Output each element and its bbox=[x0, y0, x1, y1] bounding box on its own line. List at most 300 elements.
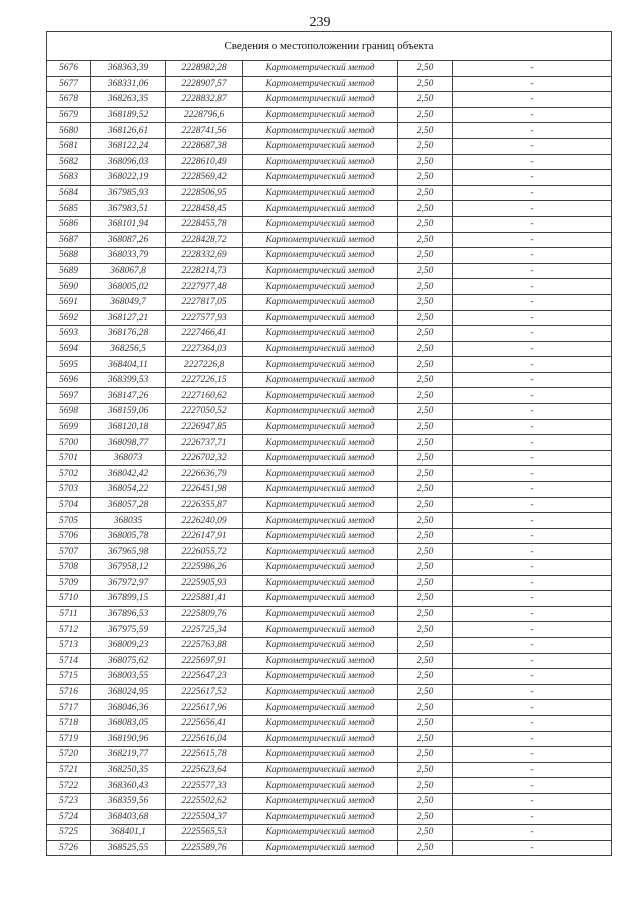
cell-coord-y: 2228687,38 bbox=[166, 138, 243, 154]
cell-accuracy: 2,50 bbox=[398, 466, 453, 482]
cell-description: - bbox=[453, 310, 612, 326]
cell-description: - bbox=[453, 435, 612, 451]
cell-accuracy: 2,50 bbox=[398, 248, 453, 264]
cell-coord-y: 2225809,76 bbox=[166, 606, 243, 622]
cell-coord-y: 2227050,52 bbox=[166, 404, 243, 420]
cell-description: - bbox=[453, 279, 612, 295]
table-row bbox=[47, 357, 612, 373]
cell-accuracy: 2,50 bbox=[398, 715, 453, 731]
cell-method: Картометрический метод bbox=[243, 825, 398, 841]
cell-point-number: 5714 bbox=[47, 653, 91, 669]
cell-description: - bbox=[453, 497, 612, 513]
cell-description: - bbox=[453, 544, 612, 560]
cell-method: Картометрический метод bbox=[243, 107, 398, 123]
cell-point-number: 5719 bbox=[47, 731, 91, 747]
cell-point-number: 5697 bbox=[47, 388, 91, 404]
cell-point-number: 5717 bbox=[47, 700, 91, 716]
table-row bbox=[47, 170, 612, 186]
cell-description: - bbox=[453, 793, 612, 809]
cell-accuracy: 2,50 bbox=[398, 170, 453, 186]
table-row bbox=[47, 513, 612, 529]
cell-accuracy: 2,50 bbox=[398, 793, 453, 809]
cell-description: - bbox=[453, 404, 612, 420]
cell-coord-y: 2226737,71 bbox=[166, 435, 243, 451]
cell-accuracy: 2,50 bbox=[398, 279, 453, 295]
cell-point-number: 5706 bbox=[47, 528, 91, 544]
cell-coord-y: 2227817,05 bbox=[166, 294, 243, 310]
cell-coord-x: 368250,35 bbox=[91, 762, 166, 778]
table-row bbox=[47, 778, 612, 794]
table-row bbox=[47, 528, 612, 544]
cell-method: Картометрический метод bbox=[243, 326, 398, 342]
cell-coord-x: 368401,1 bbox=[91, 825, 166, 841]
table-row bbox=[47, 138, 612, 154]
cell-method: Картометрический метод bbox=[243, 653, 398, 669]
cell-accuracy: 2,50 bbox=[398, 669, 453, 685]
cell-description: - bbox=[453, 107, 612, 123]
table-row bbox=[47, 637, 612, 653]
cell-accuracy: 2,50 bbox=[398, 591, 453, 607]
cell-method: Картометрический метод bbox=[243, 731, 398, 747]
table-title: Сведения о местоположении границ объекта bbox=[47, 32, 612, 61]
table-row bbox=[47, 92, 612, 108]
cell-coord-x: 367975,59 bbox=[91, 622, 166, 638]
cell-coord-x: 368360,43 bbox=[91, 778, 166, 794]
cell-accuracy: 2,50 bbox=[398, 606, 453, 622]
cell-point-number: 5724 bbox=[47, 809, 91, 825]
cell-coord-y: 2227364,03 bbox=[166, 341, 243, 357]
cell-accuracy: 2,50 bbox=[398, 154, 453, 170]
cell-coord-x: 368033,79 bbox=[91, 248, 166, 264]
cell-coord-x: 368083,05 bbox=[91, 715, 166, 731]
cell-method: Картометрический метод bbox=[243, 310, 398, 326]
table-row bbox=[47, 404, 612, 420]
table-row bbox=[47, 185, 612, 201]
cell-accuracy: 2,50 bbox=[398, 201, 453, 217]
cell-method: Картометрический метод bbox=[243, 232, 398, 248]
cell-coord-x: 368024,95 bbox=[91, 684, 166, 700]
cell-coord-y: 2227226,15 bbox=[166, 372, 243, 388]
cell-point-number: 5711 bbox=[47, 606, 91, 622]
cell-coord-x: 368003,55 bbox=[91, 669, 166, 685]
cell-method: Картометрический метод bbox=[243, 185, 398, 201]
cell-method: Картометрический метод bbox=[243, 715, 398, 731]
cell-method: Картометрический метод bbox=[243, 279, 398, 295]
cell-coord-x: 368176,28 bbox=[91, 326, 166, 342]
cell-point-number: 5726 bbox=[47, 840, 91, 856]
cell-method: Картометрический метод bbox=[243, 575, 398, 591]
cell-method: Картометрический метод bbox=[243, 497, 398, 513]
cell-accuracy: 2,50 bbox=[398, 216, 453, 232]
cell-description: - bbox=[453, 138, 612, 154]
cell-point-number: 5686 bbox=[47, 216, 91, 232]
cell-accuracy: 2,50 bbox=[398, 388, 453, 404]
table-row bbox=[47, 123, 612, 139]
cell-coord-y: 2228214,73 bbox=[166, 263, 243, 279]
cell-coord-x: 367965,98 bbox=[91, 544, 166, 560]
cell-description: - bbox=[453, 825, 612, 841]
cell-description: - bbox=[453, 61, 612, 77]
cell-point-number: 5704 bbox=[47, 497, 91, 513]
cell-coord-y: 2226355,87 bbox=[166, 497, 243, 513]
cell-point-number: 5722 bbox=[47, 778, 91, 794]
cell-point-number: 5699 bbox=[47, 419, 91, 435]
table-row bbox=[47, 76, 612, 92]
cell-method: Картометрический метод bbox=[243, 528, 398, 544]
table-row bbox=[47, 700, 612, 716]
cell-coord-y: 2225986,26 bbox=[166, 560, 243, 576]
table-row bbox=[47, 606, 612, 622]
cell-accuracy: 2,50 bbox=[398, 372, 453, 388]
cell-accuracy: 2,50 bbox=[398, 840, 453, 856]
cell-coord-x: 368331,06 bbox=[91, 76, 166, 92]
table-row bbox=[47, 622, 612, 638]
cell-accuracy: 2,50 bbox=[398, 731, 453, 747]
cell-description: - bbox=[453, 341, 612, 357]
cell-point-number: 5688 bbox=[47, 248, 91, 264]
cell-coord-y: 2227466,41 bbox=[166, 326, 243, 342]
cell-point-number: 5718 bbox=[47, 715, 91, 731]
cell-method: Картометрический метод bbox=[243, 388, 398, 404]
cell-point-number: 5682 bbox=[47, 154, 91, 170]
cell-coord-x: 368022,19 bbox=[91, 170, 166, 186]
table-row bbox=[47, 684, 612, 700]
table-row bbox=[47, 450, 612, 466]
cell-accuracy: 2,50 bbox=[398, 263, 453, 279]
cell-coord-x: 368035 bbox=[91, 513, 166, 529]
boundary-table bbox=[46, 31, 612, 856]
cell-description: - bbox=[453, 622, 612, 638]
cell-description: - bbox=[453, 92, 612, 108]
cell-point-number: 5707 bbox=[47, 544, 91, 560]
cell-description: - bbox=[453, 513, 612, 529]
cell-method: Картометрический метод bbox=[243, 840, 398, 856]
cell-coord-x: 368127,21 bbox=[91, 310, 166, 326]
cell-coord-x: 368363,39 bbox=[91, 61, 166, 77]
cell-point-number: 5693 bbox=[47, 326, 91, 342]
cell-point-number: 5690 bbox=[47, 279, 91, 295]
cell-coord-y: 2228506,95 bbox=[166, 185, 243, 201]
table-row bbox=[47, 419, 612, 435]
cell-coord-x: 368399,53 bbox=[91, 372, 166, 388]
cell-accuracy: 2,50 bbox=[398, 357, 453, 373]
cell-accuracy: 2,50 bbox=[398, 653, 453, 669]
cell-accuracy: 2,50 bbox=[398, 747, 453, 763]
cell-coord-y: 2228982,28 bbox=[166, 61, 243, 77]
table-row bbox=[47, 560, 612, 576]
cell-coord-x: 368101,94 bbox=[91, 216, 166, 232]
cell-coord-x: 368057,28 bbox=[91, 497, 166, 513]
cell-coord-x: 367983,51 bbox=[91, 201, 166, 217]
cell-accuracy: 2,50 bbox=[398, 622, 453, 638]
cell-point-number: 5721 bbox=[47, 762, 91, 778]
cell-description: - bbox=[453, 466, 612, 482]
cell-coord-x: 368042,42 bbox=[91, 466, 166, 482]
cell-coord-x: 368005,78 bbox=[91, 528, 166, 544]
cell-point-number: 5692 bbox=[47, 310, 91, 326]
cell-method: Картометрический метод bbox=[243, 76, 398, 92]
cell-accuracy: 2,50 bbox=[398, 107, 453, 123]
cell-coord-y: 2228332,69 bbox=[166, 248, 243, 264]
cell-point-number: 5680 bbox=[47, 123, 91, 139]
cell-point-number: 5702 bbox=[47, 466, 91, 482]
cell-coord-y: 2225697,91 bbox=[166, 653, 243, 669]
cell-method: Картометрический метод bbox=[243, 216, 398, 232]
cell-coord-x: 368049,7 bbox=[91, 294, 166, 310]
cell-accuracy: 2,50 bbox=[398, 528, 453, 544]
cell-description: - bbox=[453, 840, 612, 856]
cell-coord-x: 368067,8 bbox=[91, 263, 166, 279]
cell-method: Картометрический метод bbox=[243, 294, 398, 310]
cell-accuracy: 2,50 bbox=[398, 138, 453, 154]
cell-description: - bbox=[453, 263, 612, 279]
table-row bbox=[47, 310, 612, 326]
cell-method: Картометрический метод bbox=[243, 123, 398, 139]
cell-coord-x: 368189,52 bbox=[91, 107, 166, 123]
cell-coord-y: 2227577,93 bbox=[166, 310, 243, 326]
cell-method: Картометрический метод bbox=[243, 513, 398, 529]
cell-accuracy: 2,50 bbox=[398, 513, 453, 529]
cell-point-number: 5715 bbox=[47, 669, 91, 685]
cell-coord-y: 2225905,93 bbox=[166, 575, 243, 591]
cell-coord-x: 368190,96 bbox=[91, 731, 166, 747]
cell-accuracy: 2,50 bbox=[398, 341, 453, 357]
table-row bbox=[47, 435, 612, 451]
cell-accuracy: 2,50 bbox=[398, 762, 453, 778]
table-row bbox=[47, 154, 612, 170]
cell-coord-y: 2225725,34 bbox=[166, 622, 243, 638]
cell-coord-y: 2225565,53 bbox=[166, 825, 243, 841]
cell-point-number: 5713 bbox=[47, 637, 91, 653]
table-row bbox=[47, 825, 612, 841]
cell-coord-x: 368403,68 bbox=[91, 809, 166, 825]
cell-description: - bbox=[453, 731, 612, 747]
cell-description: - bbox=[453, 778, 612, 794]
cell-method: Картометрический метод bbox=[243, 622, 398, 638]
cell-description: - bbox=[453, 419, 612, 435]
cell-coord-x: 368005,02 bbox=[91, 279, 166, 295]
cell-coord-x: 368219,77 bbox=[91, 747, 166, 763]
cell-description: - bbox=[453, 294, 612, 310]
cell-method: Картометрический метод bbox=[243, 92, 398, 108]
cell-method: Картометрический метод bbox=[243, 700, 398, 716]
cell-method: Картометрический метод bbox=[243, 809, 398, 825]
cell-point-number: 5700 bbox=[47, 435, 91, 451]
table-row bbox=[47, 263, 612, 279]
cell-coord-y: 2228458,45 bbox=[166, 201, 243, 217]
cell-description: - bbox=[453, 201, 612, 217]
table-row bbox=[47, 232, 612, 248]
cell-point-number: 5703 bbox=[47, 482, 91, 498]
cell-description: - bbox=[453, 560, 612, 576]
cell-method: Картометрический метод bbox=[243, 466, 398, 482]
cell-accuracy: 2,50 bbox=[398, 123, 453, 139]
cell-accuracy: 2,50 bbox=[398, 76, 453, 92]
cell-accuracy: 2,50 bbox=[398, 575, 453, 591]
cell-coord-y: 2228907,57 bbox=[166, 76, 243, 92]
cell-description: - bbox=[453, 450, 612, 466]
table-row bbox=[47, 294, 612, 310]
cell-coord-y: 2227977,48 bbox=[166, 279, 243, 295]
cell-description: - bbox=[453, 591, 612, 607]
cell-coord-y: 2225763,88 bbox=[166, 637, 243, 653]
cell-coord-y: 2225577,33 bbox=[166, 778, 243, 794]
cell-method: Картометрический метод bbox=[243, 684, 398, 700]
cell-coord-y: 2226147,91 bbox=[166, 528, 243, 544]
table-row bbox=[47, 107, 612, 123]
table-row bbox=[47, 248, 612, 264]
cell-method: Картометрический метод bbox=[243, 435, 398, 451]
table-row bbox=[47, 840, 612, 856]
cell-description: - bbox=[453, 232, 612, 248]
cell-method: Картометрический метод bbox=[243, 450, 398, 466]
cell-coord-y: 2225616,04 bbox=[166, 731, 243, 747]
table-row bbox=[47, 669, 612, 685]
cell-point-number: 5696 bbox=[47, 372, 91, 388]
cell-coord-y: 2225617,96 bbox=[166, 700, 243, 716]
cell-coord-y: 2227160,62 bbox=[166, 388, 243, 404]
cell-description: - bbox=[453, 154, 612, 170]
cell-method: Картометрический метод bbox=[243, 170, 398, 186]
cell-method: Картометрический метод bbox=[243, 482, 398, 498]
cell-coord-y: 2227226,8 bbox=[166, 357, 243, 373]
table-row bbox=[47, 279, 612, 295]
cell-coord-y: 2226947,85 bbox=[166, 419, 243, 435]
cell-point-number: 5694 bbox=[47, 341, 91, 357]
cell-method: Картометрический метод bbox=[243, 606, 398, 622]
cell-description: - bbox=[453, 606, 612, 622]
cell-accuracy: 2,50 bbox=[398, 435, 453, 451]
cell-coord-y: 2228796,6 bbox=[166, 107, 243, 123]
cell-point-number: 5720 bbox=[47, 747, 91, 763]
table-row bbox=[47, 372, 612, 388]
cell-method: Картометрический метод bbox=[243, 404, 398, 420]
cell-coord-y: 2225589,76 bbox=[166, 840, 243, 856]
table-row bbox=[47, 653, 612, 669]
cell-coord-x: 368404,11 bbox=[91, 357, 166, 373]
cell-accuracy: 2,50 bbox=[398, 497, 453, 513]
cell-method: Картометрический метод bbox=[243, 372, 398, 388]
cell-method: Картометрический метод bbox=[243, 341, 398, 357]
cell-method: Картометрический метод bbox=[243, 669, 398, 685]
cell-point-number: 5676 bbox=[47, 61, 91, 77]
cell-coord-x: 368054,22 bbox=[91, 482, 166, 498]
cell-accuracy: 2,50 bbox=[398, 92, 453, 108]
table-row bbox=[47, 341, 612, 357]
cell-accuracy: 2,50 bbox=[398, 185, 453, 201]
cell-coord-x: 368046,36 bbox=[91, 700, 166, 716]
cell-coord-y: 2225656,41 bbox=[166, 715, 243, 731]
cell-coord-y: 2225502,62 bbox=[166, 793, 243, 809]
cell-point-number: 5678 bbox=[47, 92, 91, 108]
cell-description: - bbox=[453, 248, 612, 264]
table-row bbox=[47, 793, 612, 809]
cell-method: Картометрический метод bbox=[243, 263, 398, 279]
table-row bbox=[47, 326, 612, 342]
cell-method: Картометрический метод bbox=[243, 248, 398, 264]
cell-coord-x: 368096,03 bbox=[91, 154, 166, 170]
cell-accuracy: 2,50 bbox=[398, 825, 453, 841]
cell-description: - bbox=[453, 762, 612, 778]
table-row bbox=[47, 575, 612, 591]
cell-point-number: 5708 bbox=[47, 560, 91, 576]
cell-description: - bbox=[453, 747, 612, 763]
cell-coord-y: 2228428,72 bbox=[166, 232, 243, 248]
cell-accuracy: 2,50 bbox=[398, 809, 453, 825]
cell-coord-y: 2225615,78 bbox=[166, 747, 243, 763]
cell-coord-x: 367972,97 bbox=[91, 575, 166, 591]
cell-description: - bbox=[453, 372, 612, 388]
cell-point-number: 5687 bbox=[47, 232, 91, 248]
cell-coord-x: 368359,56 bbox=[91, 793, 166, 809]
cell-coord-x: 368073 bbox=[91, 450, 166, 466]
cell-accuracy: 2,50 bbox=[398, 310, 453, 326]
cell-description: - bbox=[453, 575, 612, 591]
cell-description: - bbox=[453, 482, 612, 498]
cell-point-number: 5698 bbox=[47, 404, 91, 420]
cell-description: - bbox=[453, 715, 612, 731]
cell-description: - bbox=[453, 170, 612, 186]
cell-point-number: 5685 bbox=[47, 201, 91, 217]
cell-coord-x: 367958,12 bbox=[91, 560, 166, 576]
table-row bbox=[47, 762, 612, 778]
cell-accuracy: 2,50 bbox=[398, 700, 453, 716]
cell-point-number: 5689 bbox=[47, 263, 91, 279]
cell-coord-x: 368263,35 bbox=[91, 92, 166, 108]
cell-point-number: 5701 bbox=[47, 450, 91, 466]
cell-point-number: 5710 bbox=[47, 591, 91, 607]
cell-coord-x: 368122,24 bbox=[91, 138, 166, 154]
cell-point-number: 5684 bbox=[47, 185, 91, 201]
cell-coord-x: 368525,55 bbox=[91, 840, 166, 856]
cell-coord-x: 368126,61 bbox=[91, 123, 166, 139]
cell-point-number: 5695 bbox=[47, 357, 91, 373]
cell-coord-x: 368087,26 bbox=[91, 232, 166, 248]
cell-description: - bbox=[453, 326, 612, 342]
cell-accuracy: 2,50 bbox=[398, 404, 453, 420]
cell-method: Картометрический метод bbox=[243, 61, 398, 77]
cell-coord-x: 368256,5 bbox=[91, 341, 166, 357]
cell-accuracy: 2,50 bbox=[398, 637, 453, 653]
table-row bbox=[47, 747, 612, 763]
table-row bbox=[47, 216, 612, 232]
cell-description: - bbox=[453, 637, 612, 653]
cell-point-number: 5716 bbox=[47, 684, 91, 700]
cell-coord-y: 2225504,37 bbox=[166, 809, 243, 825]
cell-accuracy: 2,50 bbox=[398, 326, 453, 342]
cell-method: Картометрический метод bbox=[243, 793, 398, 809]
cell-coord-x: 367985,93 bbox=[91, 185, 166, 201]
table-row bbox=[47, 201, 612, 217]
cell-description: - bbox=[453, 669, 612, 685]
cell-coord-x: 368009,23 bbox=[91, 637, 166, 653]
cell-accuracy: 2,50 bbox=[398, 684, 453, 700]
cell-coord-y: 2225881,41 bbox=[166, 591, 243, 607]
cell-accuracy: 2,50 bbox=[398, 61, 453, 77]
cell-coord-x: 368147,26 bbox=[91, 388, 166, 404]
cell-method: Картометрический метод bbox=[243, 747, 398, 763]
cell-description: - bbox=[453, 76, 612, 92]
cell-coord-y: 2228569,42 bbox=[166, 170, 243, 186]
table-row bbox=[47, 731, 612, 747]
cell-coord-y: 2228832,87 bbox=[166, 92, 243, 108]
cell-method: Картометрический метод bbox=[243, 778, 398, 794]
cell-coord-y: 2226240,09 bbox=[166, 513, 243, 529]
cell-method: Картометрический метод bbox=[243, 419, 398, 435]
cell-description: - bbox=[453, 123, 612, 139]
cell-point-number: 5705 bbox=[47, 513, 91, 529]
cell-coord-x: 368075,62 bbox=[91, 653, 166, 669]
